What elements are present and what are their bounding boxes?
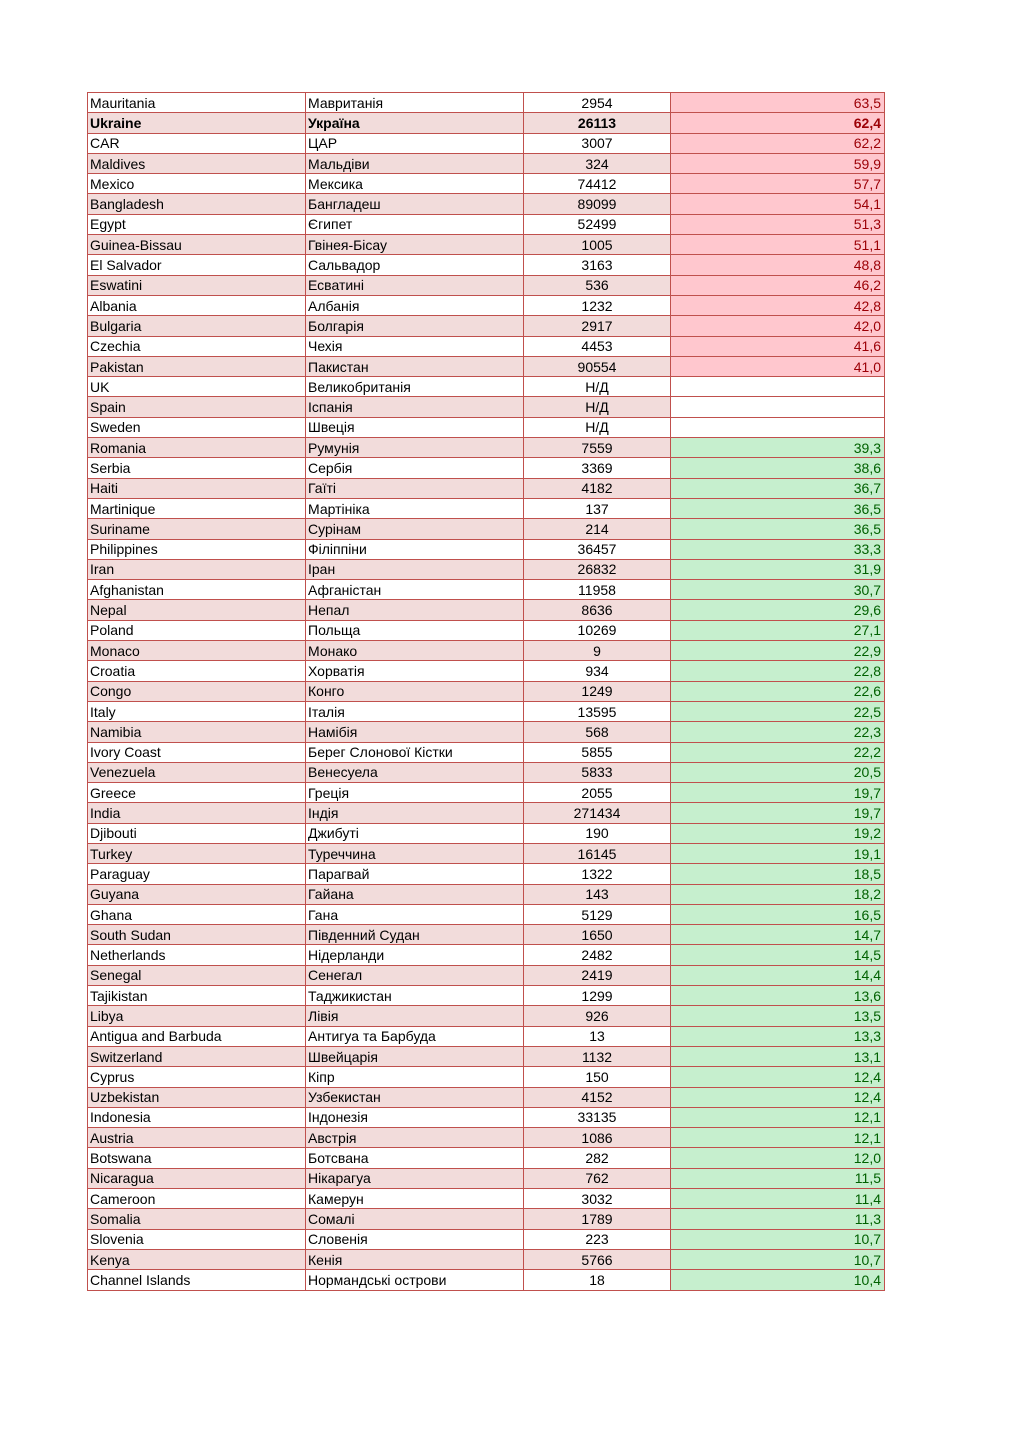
table-row — [88, 762, 885, 782]
value-cell: 12,0 — [671, 1148, 885, 1168]
table-row — [88, 519, 885, 539]
country-name-uk-cell: Намібія — [306, 722, 524, 742]
count-cell: 33135 — [524, 1107, 671, 1127]
value-cell: 12,1 — [671, 1107, 885, 1127]
value-cell: 54,1 — [671, 194, 885, 214]
count-cell: 89099 — [524, 194, 671, 214]
country-name-en-cell: Greece — [88, 783, 306, 803]
value-cell: 11,3 — [671, 1209, 885, 1229]
value-cell: 14,4 — [671, 965, 885, 985]
value-cell: 39,3 — [671, 438, 885, 458]
country-name-uk-cell: Берег Слонової Кістки — [306, 742, 524, 762]
table-row — [88, 742, 885, 762]
table-row — [88, 458, 885, 478]
table-row — [88, 93, 885, 113]
count-cell: 568 — [524, 722, 671, 742]
value-cell — [671, 417, 885, 437]
count-cell: 137 — [524, 498, 671, 518]
country-name-uk-cell: Лівія — [306, 1006, 524, 1026]
country-name-en-cell: Cameroon — [88, 1189, 306, 1209]
country-name-en-cell: Libya — [88, 1006, 306, 1026]
table-row — [88, 884, 885, 904]
count-cell: 90554 — [524, 356, 671, 376]
country-name-en-cell: Romania — [88, 438, 306, 458]
country-name-en-cell: Croatia — [88, 661, 306, 681]
table-row — [88, 1067, 885, 1087]
country-name-uk-cell: Мексика — [306, 174, 524, 194]
table-row — [88, 1087, 885, 1107]
table-row — [88, 478, 885, 498]
country-name-en-cell: UK — [88, 377, 306, 397]
count-cell: 1650 — [524, 925, 671, 945]
count-cell: 36457 — [524, 539, 671, 559]
country-name-uk-cell: Індія — [306, 803, 524, 823]
count-cell: 223 — [524, 1229, 671, 1249]
count-cell: 1322 — [524, 864, 671, 884]
country-name-en-cell: Senegal — [88, 965, 306, 985]
table-row — [88, 1006, 885, 1026]
value-cell: 63,5 — [671, 93, 885, 113]
table-row — [88, 559, 885, 579]
value-cell: 57,7 — [671, 174, 885, 194]
value-cell: 38,6 — [671, 458, 885, 478]
table-row — [88, 275, 885, 295]
table-row — [88, 539, 885, 559]
count-cell: 7559 — [524, 438, 671, 458]
count-cell: 74412 — [524, 174, 671, 194]
country-name-en-cell: Mauritania — [88, 93, 306, 113]
country-name-uk-cell: Непал — [306, 600, 524, 620]
country-name-uk-cell: Камерун — [306, 1189, 524, 1209]
value-cell: 10,4 — [671, 1270, 885, 1290]
country-name-en-cell: Guyana — [88, 884, 306, 904]
country-name-uk-cell: Джибуті — [306, 823, 524, 843]
table-row — [88, 722, 885, 742]
value-cell: 16,5 — [671, 904, 885, 924]
country-name-en-cell: Maldives — [88, 153, 306, 173]
value-cell: 18,2 — [671, 884, 885, 904]
value-cell: 22,2 — [671, 742, 885, 762]
value-cell: 36,5 — [671, 519, 885, 539]
country-name-en-cell: Netherlands — [88, 945, 306, 965]
count-cell: 1249 — [524, 681, 671, 701]
table-row — [88, 1249, 885, 1269]
country-name-en-cell: Iran — [88, 559, 306, 579]
country-table — [87, 92, 885, 1291]
value-cell: 27,1 — [671, 620, 885, 640]
country-name-uk-cell: Ботсвана — [306, 1148, 524, 1168]
table-row — [88, 641, 885, 661]
country-name-en-cell: Botswana — [88, 1148, 306, 1168]
count-cell: 1005 — [524, 235, 671, 255]
value-cell: 22,5 — [671, 701, 885, 721]
value-cell: 51,3 — [671, 214, 885, 234]
count-cell: 926 — [524, 1006, 671, 1026]
country-name-en-cell: Venezuela — [88, 762, 306, 782]
country-name-en-cell: Nepal — [88, 600, 306, 620]
count-cell: 2954 — [524, 93, 671, 113]
value-cell: 12,1 — [671, 1128, 885, 1148]
count-cell: 150 — [524, 1067, 671, 1087]
country-name-en-cell: Afghanistan — [88, 580, 306, 600]
table-row — [88, 417, 885, 437]
table-row — [88, 681, 885, 701]
country-name-en-cell: Antigua and Barbuda — [88, 1026, 306, 1046]
count-cell: 16145 — [524, 843, 671, 863]
table-row — [88, 133, 885, 153]
count-cell: 2419 — [524, 965, 671, 985]
count-cell: 5855 — [524, 742, 671, 762]
country-name-en-cell: Uzbekistan — [88, 1087, 306, 1107]
count-cell: 762 — [524, 1168, 671, 1188]
country-name-en-cell: Congo — [88, 681, 306, 701]
count-cell: 1132 — [524, 1046, 671, 1066]
country-name-uk-cell: Хорватія — [306, 661, 524, 681]
value-cell — [671, 377, 885, 397]
table-row — [88, 397, 885, 417]
count-cell: 26113 — [524, 113, 671, 133]
country-name-uk-cell: Греція — [306, 783, 524, 803]
value-cell: 10,7 — [671, 1229, 885, 1249]
value-cell: 42,0 — [671, 316, 885, 336]
country-name-uk-cell: Таджикистан — [306, 986, 524, 1006]
table-row — [88, 580, 885, 600]
country-name-uk-cell: Антигуа та Барбуда — [306, 1026, 524, 1046]
country-name-en-cell: Nicaragua — [88, 1168, 306, 1188]
count-cell: 4453 — [524, 336, 671, 356]
country-name-en-cell: Somalia — [88, 1209, 306, 1229]
count-cell: 18 — [524, 1270, 671, 1290]
country-name-uk-cell: Гаїті — [306, 478, 524, 498]
table-row — [88, 1107, 885, 1127]
table-row — [88, 356, 885, 376]
country-name-en-cell: Egypt — [88, 214, 306, 234]
table-row — [88, 498, 885, 518]
country-name-uk-cell: Австрія — [306, 1128, 524, 1148]
count-cell: Н/Д — [524, 417, 671, 437]
count-cell: 3032 — [524, 1189, 671, 1209]
value-cell: 33,3 — [671, 539, 885, 559]
value-cell: 22,8 — [671, 661, 885, 681]
value-cell: 62,4 — [671, 113, 885, 133]
count-cell: 3007 — [524, 133, 671, 153]
table-row — [88, 864, 885, 884]
country-name-uk-cell: Албанія — [306, 295, 524, 315]
value-cell: 12,4 — [671, 1067, 885, 1087]
country-name-en-cell: Spain — [88, 397, 306, 417]
country-name-en-cell: Poland — [88, 620, 306, 640]
table-row — [88, 295, 885, 315]
country-name-uk-cell: Кіпр — [306, 1067, 524, 1087]
country-name-en-cell: Turkey — [88, 843, 306, 863]
table-row — [88, 316, 885, 336]
value-cell: 51,1 — [671, 235, 885, 255]
value-cell: 12,4 — [671, 1087, 885, 1107]
country-name-uk-cell: Кенія — [306, 1249, 524, 1269]
table-row — [88, 965, 885, 985]
country-name-uk-cell: Нормандські острови — [306, 1270, 524, 1290]
value-cell: 10,7 — [671, 1249, 885, 1269]
country-name-en-cell: Ivory Coast — [88, 742, 306, 762]
country-name-en-cell: El Salvador — [88, 255, 306, 275]
country-name-en-cell: Sweden — [88, 417, 306, 437]
table-row — [88, 174, 885, 194]
count-cell: 5129 — [524, 904, 671, 924]
country-name-uk-cell: Чехія — [306, 336, 524, 356]
country-name-en-cell: Suriname — [88, 519, 306, 539]
country-name-en-cell: Tajikistan — [88, 986, 306, 1006]
country-name-uk-cell: Гана — [306, 904, 524, 924]
country-name-uk-cell: Пакистан — [306, 356, 524, 376]
country-name-uk-cell: Бангладеш — [306, 194, 524, 214]
country-name-en-cell: Mexico — [88, 174, 306, 194]
country-name-uk-cell: Венесуела — [306, 762, 524, 782]
count-cell: 271434 — [524, 803, 671, 823]
value-cell: 14,7 — [671, 925, 885, 945]
country-table-body — [88, 93, 885, 1291]
count-cell: 282 — [524, 1148, 671, 1168]
count-cell: 4182 — [524, 478, 671, 498]
country-name-uk-cell: Румунія — [306, 438, 524, 458]
country-name-uk-cell: Нікарагуа — [306, 1168, 524, 1188]
table-row — [88, 803, 885, 823]
value-cell: 13,1 — [671, 1046, 885, 1066]
table-row — [88, 377, 885, 397]
table-row — [88, 600, 885, 620]
table-row — [88, 438, 885, 458]
table-row — [88, 986, 885, 1006]
country-name-uk-cell: Мавританія — [306, 93, 524, 113]
country-name-uk-cell: Гвінея-Бісау — [306, 235, 524, 255]
value-cell: 19,7 — [671, 783, 885, 803]
country-name-uk-cell: Італія — [306, 701, 524, 721]
value-cell: 42,8 — [671, 295, 885, 315]
country-name-uk-cell: Іран — [306, 559, 524, 579]
count-cell: 13 — [524, 1026, 671, 1046]
country-name-uk-cell: Мальдіви — [306, 153, 524, 173]
value-cell: 19,7 — [671, 803, 885, 823]
country-name-uk-cell: Південний Судан — [306, 925, 524, 945]
country-name-en-cell: Czechia — [88, 336, 306, 356]
country-name-uk-cell: Сенегал — [306, 965, 524, 985]
count-cell: 4152 — [524, 1087, 671, 1107]
count-cell: 1789 — [524, 1209, 671, 1229]
country-name-en-cell: Namibia — [88, 722, 306, 742]
count-cell: 11958 — [524, 580, 671, 600]
country-name-uk-cell: Сомалі — [306, 1209, 524, 1229]
table-row — [88, 1209, 885, 1229]
country-name-en-cell: Italy — [88, 701, 306, 721]
country-name-uk-cell: Швеція — [306, 417, 524, 437]
count-cell: 214 — [524, 519, 671, 539]
count-cell: 2917 — [524, 316, 671, 336]
country-name-en-cell: Bangladesh — [88, 194, 306, 214]
country-name-en-cell: Cyprus — [88, 1067, 306, 1087]
country-name-en-cell: India — [88, 803, 306, 823]
value-cell: 22,9 — [671, 641, 885, 661]
country-name-uk-cell: Іспанія — [306, 397, 524, 417]
country-name-uk-cell: Монако — [306, 641, 524, 661]
value-cell: 13,5 — [671, 1006, 885, 1026]
table-row — [88, 823, 885, 843]
value-cell: 11,5 — [671, 1168, 885, 1188]
value-cell: 19,1 — [671, 843, 885, 863]
country-name-en-cell: Kenya — [88, 1249, 306, 1269]
country-name-en-cell: Philippines — [88, 539, 306, 559]
count-cell: 5833 — [524, 762, 671, 782]
value-cell: 29,6 — [671, 600, 885, 620]
table-row — [88, 336, 885, 356]
country-name-en-cell: Indonesia — [88, 1107, 306, 1127]
table-row — [88, 1148, 885, 1168]
country-name-en-cell: Haiti — [88, 478, 306, 498]
count-cell: 1232 — [524, 295, 671, 315]
count-cell: 934 — [524, 661, 671, 681]
country-name-uk-cell: Парагвай — [306, 864, 524, 884]
count-cell: 190 — [524, 823, 671, 843]
country-name-en-cell: Channel Islands — [88, 1270, 306, 1290]
table-row — [88, 843, 885, 863]
country-name-en-cell: Ghana — [88, 904, 306, 924]
table-row — [88, 1229, 885, 1249]
value-cell: 41,0 — [671, 356, 885, 376]
country-name-uk-cell: Філіппіни — [306, 539, 524, 559]
country-name-uk-cell: Есватині — [306, 275, 524, 295]
table-row — [88, 1046, 885, 1066]
country-name-uk-cell: Гайана — [306, 884, 524, 904]
value-cell: 22,3 — [671, 722, 885, 742]
table-row — [88, 194, 885, 214]
value-cell: 19,2 — [671, 823, 885, 843]
value-cell: 11,4 — [671, 1189, 885, 1209]
country-name-uk-cell: Конго — [306, 681, 524, 701]
count-cell: 9 — [524, 641, 671, 661]
table-row — [88, 904, 885, 924]
count-cell: Н/Д — [524, 377, 671, 397]
value-cell: 46,2 — [671, 275, 885, 295]
country-name-en-cell: CAR — [88, 133, 306, 153]
country-name-uk-cell: Польща — [306, 620, 524, 640]
country-name-en-cell: Switzerland — [88, 1046, 306, 1066]
country-name-uk-cell: Великобританія — [306, 377, 524, 397]
country-name-en-cell: Serbia — [88, 458, 306, 478]
count-cell: 26832 — [524, 559, 671, 579]
table-row — [88, 235, 885, 255]
country-name-en-cell: Albania — [88, 295, 306, 315]
value-cell: 14,5 — [671, 945, 885, 965]
table-row — [88, 214, 885, 234]
country-name-uk-cell: Індонезія — [306, 1107, 524, 1127]
count-cell: 536 — [524, 275, 671, 295]
country-name-uk-cell: Україна — [306, 113, 524, 133]
table-row — [88, 661, 885, 681]
value-cell: 22,6 — [671, 681, 885, 701]
country-name-en-cell: Djibouti — [88, 823, 306, 843]
country-name-uk-cell: Сальвадор — [306, 255, 524, 275]
table-row — [88, 1270, 885, 1290]
count-cell: 324 — [524, 153, 671, 173]
country-name-en-cell: Eswatini — [88, 275, 306, 295]
value-cell: 36,5 — [671, 498, 885, 518]
table-row — [88, 1128, 885, 1148]
count-cell: 143 — [524, 884, 671, 904]
value-cell: 59,9 — [671, 153, 885, 173]
country-name-uk-cell: Єгипет — [306, 214, 524, 234]
table-row — [88, 1189, 885, 1209]
value-cell: 62,2 — [671, 133, 885, 153]
value-cell: 18,5 — [671, 864, 885, 884]
count-cell: 13595 — [524, 701, 671, 721]
count-cell: 1086 — [524, 1128, 671, 1148]
table-row — [88, 783, 885, 803]
country-name-uk-cell: Афганістан — [306, 580, 524, 600]
table-row — [88, 153, 885, 173]
country-name-en-cell: Paraguay — [88, 864, 306, 884]
country-name-en-cell: South Sudan — [88, 925, 306, 945]
count-cell: 2055 — [524, 783, 671, 803]
value-cell: 30,7 — [671, 580, 885, 600]
count-cell: 10269 — [524, 620, 671, 640]
count-cell: 52499 — [524, 214, 671, 234]
value-cell: 31,9 — [671, 559, 885, 579]
country-name-en-cell: Monaco — [88, 641, 306, 661]
count-cell: 3369 — [524, 458, 671, 478]
country-name-en-cell: Guinea-Bissau — [88, 235, 306, 255]
country-name-uk-cell: Нідерланди — [306, 945, 524, 965]
country-name-uk-cell: ЦАР — [306, 133, 524, 153]
value-cell: 41,6 — [671, 336, 885, 356]
value-cell: 13,3 — [671, 1026, 885, 1046]
country-name-en-cell: Austria — [88, 1128, 306, 1148]
country-name-uk-cell: Мартініка — [306, 498, 524, 518]
country-name-en-cell: Bulgaria — [88, 316, 306, 336]
count-cell: 2482 — [524, 945, 671, 965]
value-cell — [671, 397, 885, 417]
table-row — [88, 1026, 885, 1046]
country-name-en-cell: Martinique — [88, 498, 306, 518]
count-cell: 5766 — [524, 1249, 671, 1269]
value-cell: 13,6 — [671, 986, 885, 1006]
country-name-uk-cell: Туреччина — [306, 843, 524, 863]
table-row — [88, 701, 885, 721]
count-cell: Н/Д — [524, 397, 671, 417]
table-row — [88, 113, 885, 133]
table-row — [88, 945, 885, 965]
country-name-en-cell: Slovenia — [88, 1229, 306, 1249]
country-name-uk-cell: Сербія — [306, 458, 524, 478]
country-name-uk-cell: Швейцарія — [306, 1046, 524, 1066]
value-cell: 48,8 — [671, 255, 885, 275]
table-row — [88, 620, 885, 640]
table-row — [88, 1168, 885, 1188]
count-cell: 8636 — [524, 600, 671, 620]
country-name-uk-cell: Словенія — [306, 1229, 524, 1249]
table-row — [88, 925, 885, 945]
value-cell: 36,7 — [671, 478, 885, 498]
country-name-uk-cell: Сурінам — [306, 519, 524, 539]
country-name-uk-cell: Болгарія — [306, 316, 524, 336]
count-cell: 1299 — [524, 986, 671, 1006]
country-name-en-cell: Ukraine — [88, 113, 306, 133]
count-cell: 3163 — [524, 255, 671, 275]
country-name-en-cell: Pakistan — [88, 356, 306, 376]
table-row — [88, 255, 885, 275]
country-name-uk-cell: Узбекистан — [306, 1087, 524, 1107]
value-cell: 20,5 — [671, 762, 885, 782]
